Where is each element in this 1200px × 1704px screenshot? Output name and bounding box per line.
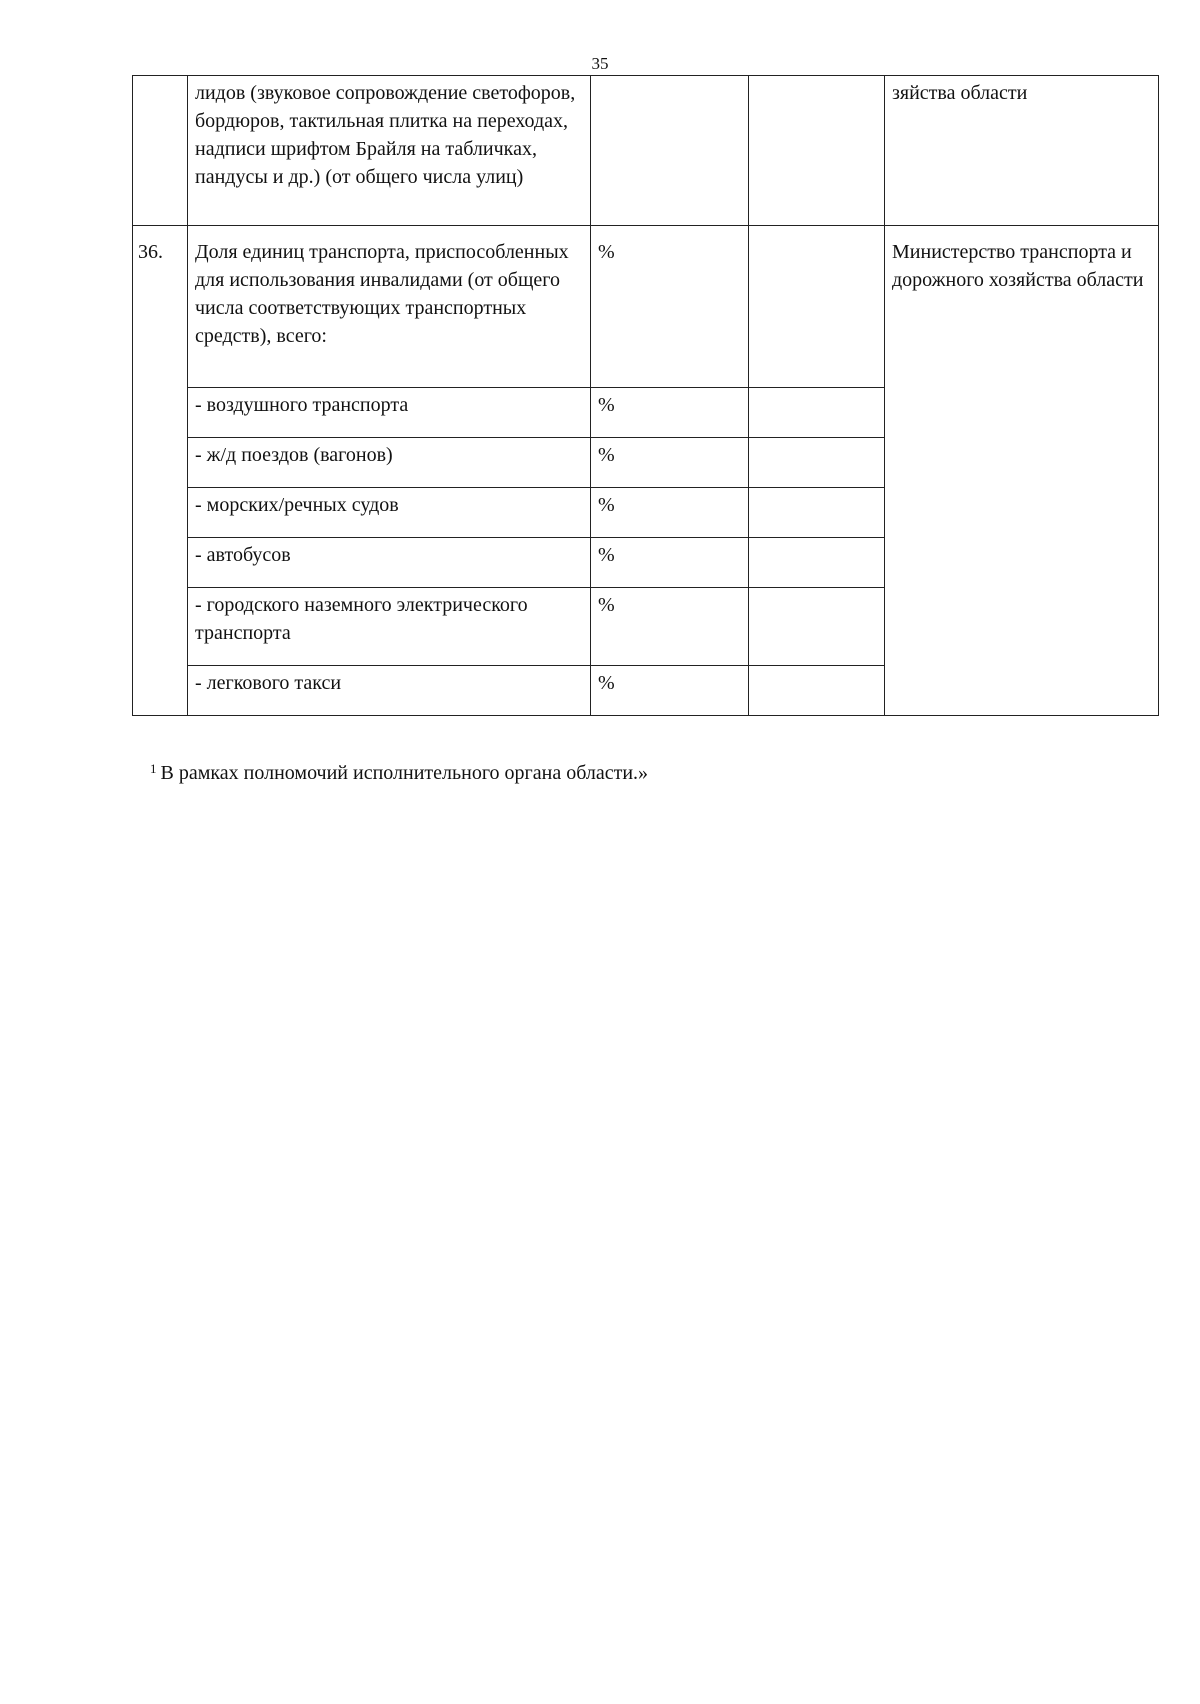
subindicator-name-cell: - воздушного транспорта (188, 388, 591, 438)
table-row-continuation (133, 76, 1159, 226)
value-cell (749, 388, 885, 438)
table-row-36 (133, 226, 1159, 388)
subindicator-name-cell: - легкового такси (188, 666, 591, 716)
footnote-marker: 1 (150, 761, 157, 776)
value-cell (749, 488, 885, 538)
unit-cell: % (591, 438, 749, 488)
subindicator-name-cell: - автобусов (188, 538, 591, 588)
subindicator-name-cell: - морских/речных судов (188, 488, 591, 538)
footnote (150, 755, 648, 787)
footnote-text: В рамках полномочий исполнительного органа области.» (160, 762, 649, 784)
unit-cell: % (591, 226, 749, 388)
page-number: 35 (591, 54, 609, 73)
unit-cell: % (591, 388, 749, 438)
responsible-cell: зяйства области (885, 76, 1159, 226)
unit-cell: % (591, 488, 749, 538)
indicator-name-cell (188, 226, 591, 388)
value-cell (749, 226, 885, 388)
unit-cell: % (591, 666, 749, 716)
responsible-cell: Министерство транспорта и дорожного хозяйства области (885, 226, 1159, 716)
indicator-name: Доля единиц транспорта, приспособленных для использования инвалидами (от общего числа соответствующих транспортных средств), всего: (195, 241, 569, 347)
indicator-name-cell (188, 76, 591, 226)
value-cell (749, 438, 885, 488)
row-number-cell: 36. (133, 226, 188, 716)
indicators-table (132, 75, 1159, 716)
unit-cell: % (591, 588, 749, 666)
subindicator-name-cell: - городского наземного электрического транспорта (188, 588, 591, 666)
unit-cell (591, 76, 749, 226)
indicator-name: лидов (звуковое сопровождение светофоров, бордюров, тактильная плитка на переходах, надписи шрифтом Брайля на табличках, пандусы и др.) (от общего числа улиц) (195, 82, 576, 188)
value-cell (749, 76, 885, 226)
value-cell (749, 588, 885, 666)
value-cell (749, 538, 885, 588)
unit-cell: % (591, 538, 749, 588)
subindicator-name-cell: - ж/д поездов (вагонов) (188, 438, 591, 488)
row-number-cell (133, 76, 188, 226)
value-cell (749, 666, 885, 716)
